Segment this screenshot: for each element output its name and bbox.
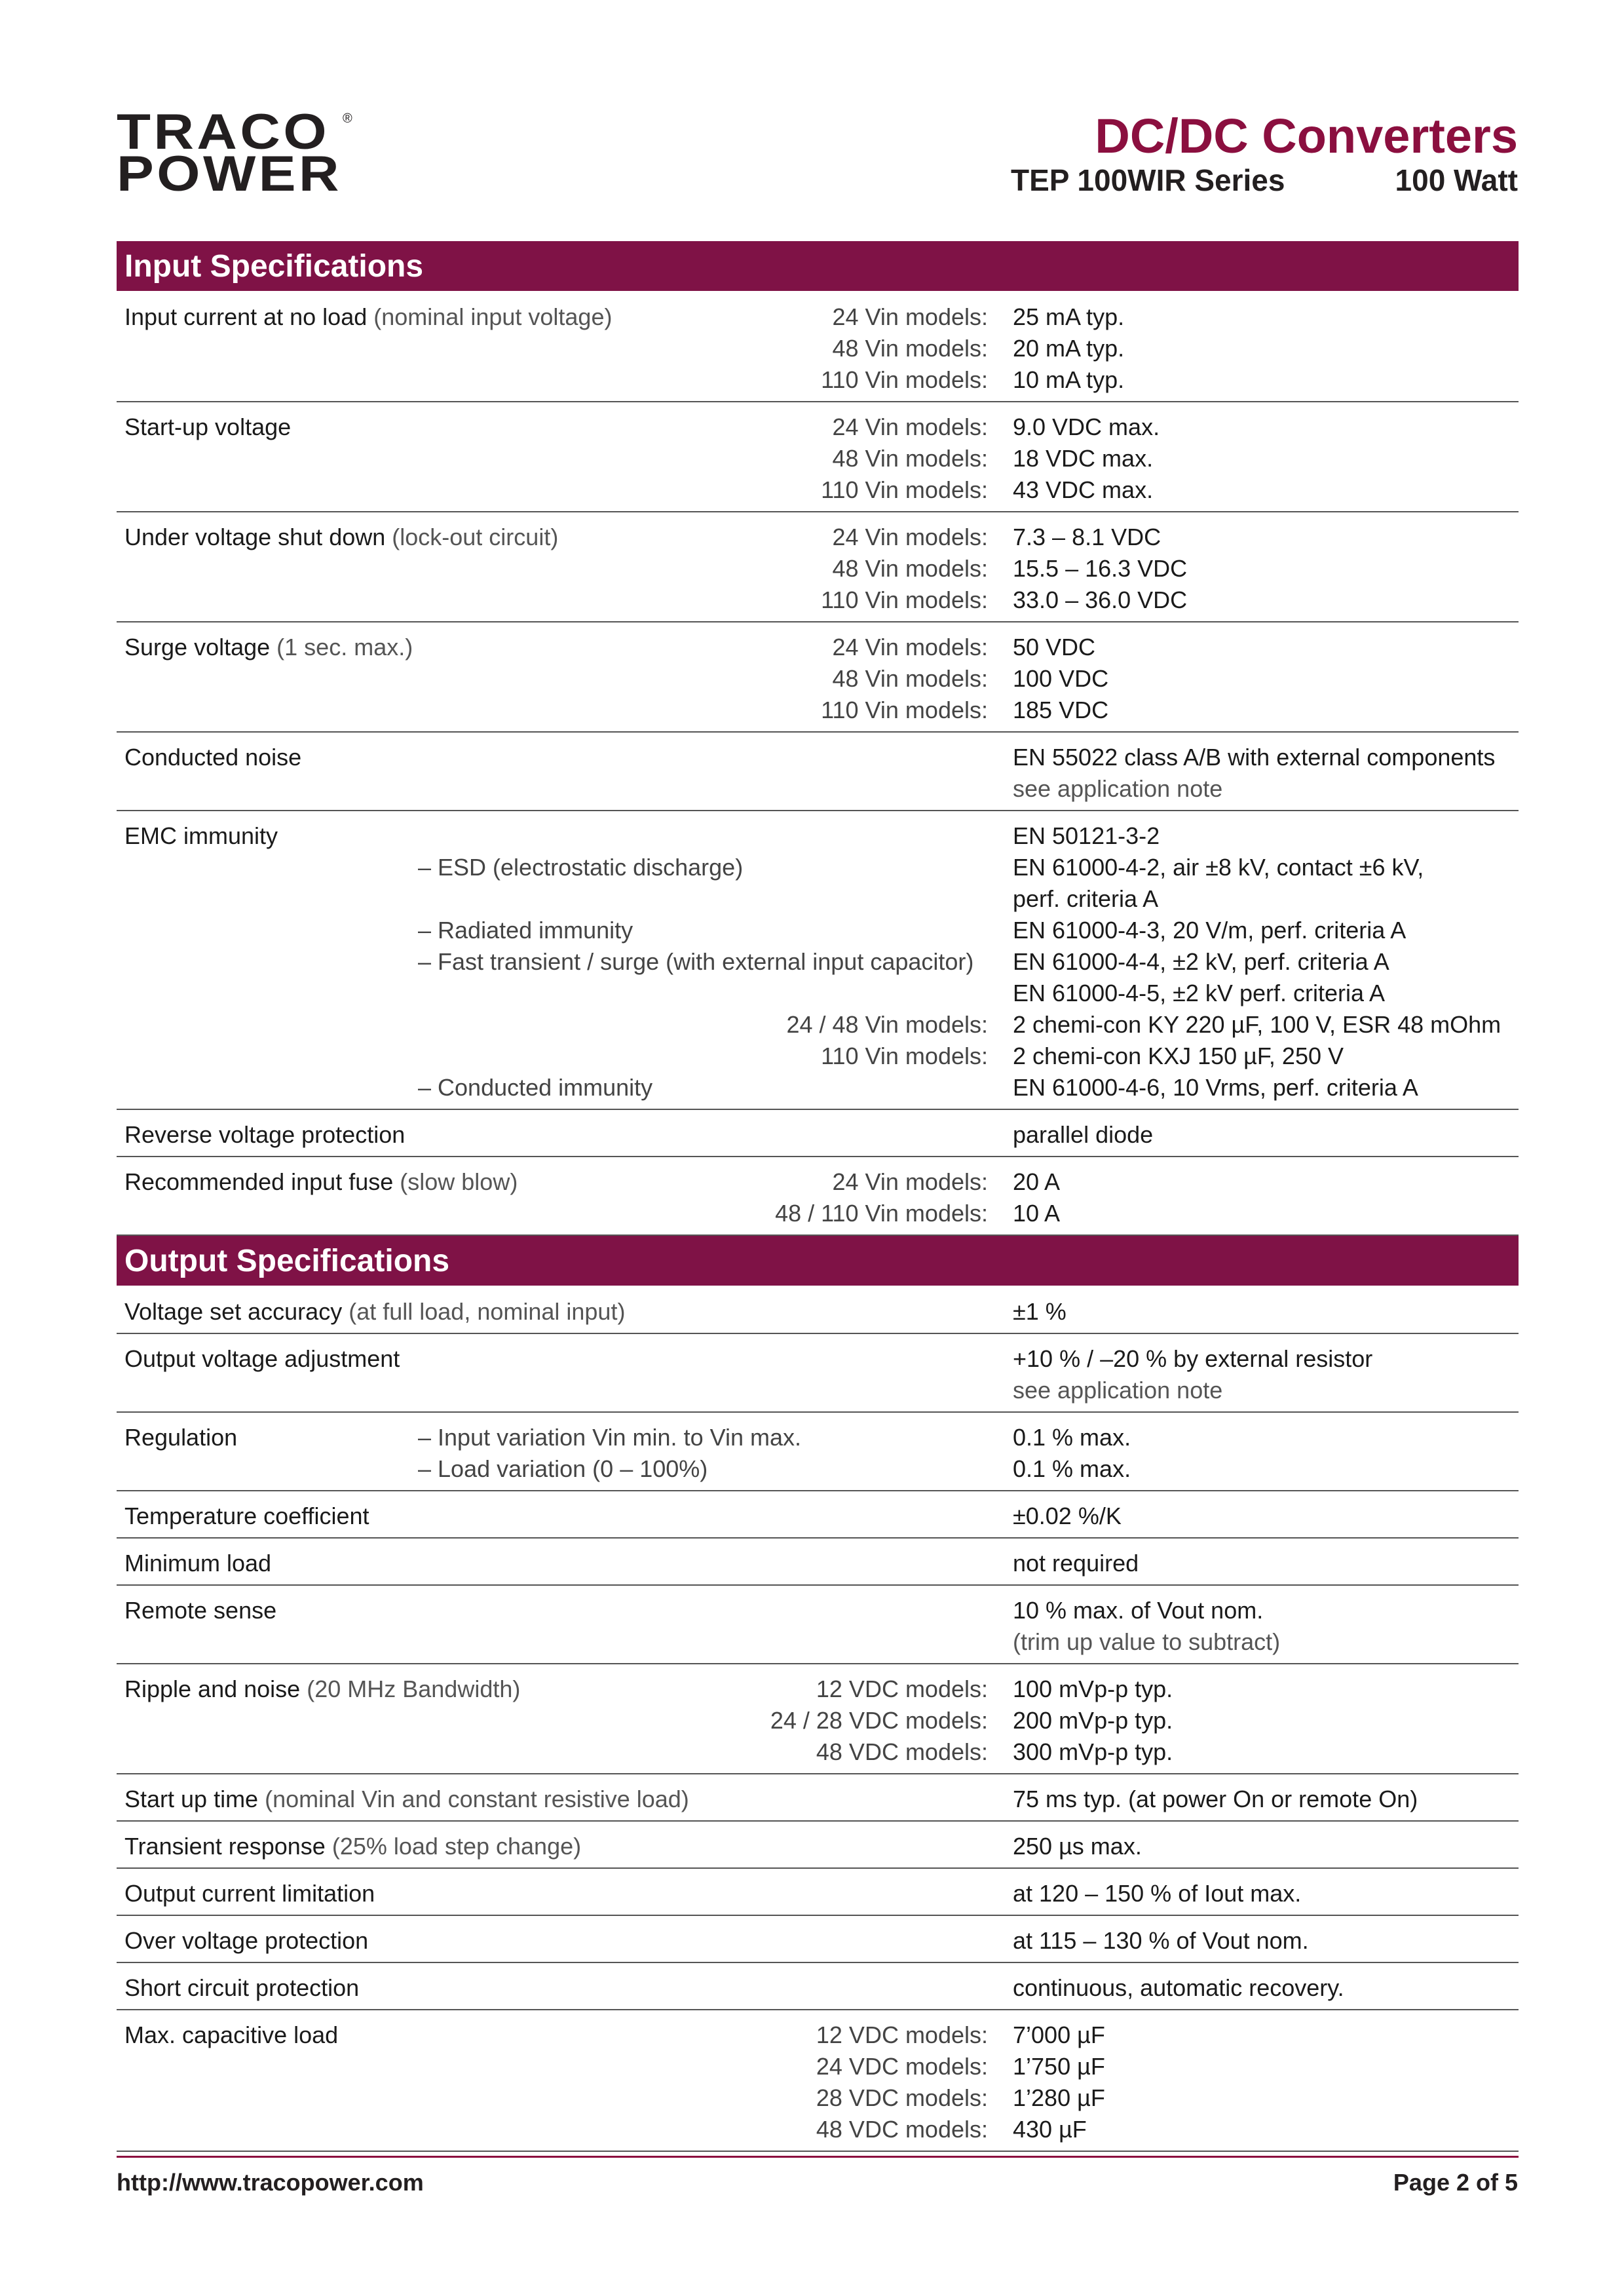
spec-label-text: Regulation [124, 1424, 238, 1451]
spec-model-label [117, 915, 988, 946]
spec-row [117, 1334, 1519, 1413]
spec-model-label: 24 / 48 Vin models: [786, 1011, 988, 1038]
spec-model-label: 24 Vin models: [832, 303, 988, 330]
spec-value: EN 61000-4-4, ±2 kV, perf. criteria A [1013, 948, 1389, 975]
spec-sub-item: – Load variation (0 – 100%) [418, 1455, 708, 1482]
spec-value: 2 chemi-con KY 220 µF, 100 V, ESR 48 mOhm [1013, 1011, 1501, 1038]
spec-row [117, 1539, 1519, 1586]
input-specifications-heading: Input Specifications [117, 241, 1519, 291]
spec-model-label: 24 / 28 VDC models: [770, 1707, 988, 1734]
spec-model-label [117, 1072, 988, 1103]
spec-value: 250 µs max. [1013, 1833, 1142, 1860]
spec-values [1013, 411, 1519, 506]
spec-row [117, 1491, 1519, 1539]
spec-value: 7.3 – 8.1 VDC [1013, 524, 1161, 550]
spec-value: 9.0 VDC max. [1013, 413, 1160, 440]
spec-value: 200 mVp-p typ. [1013, 1707, 1173, 1734]
spec-model-labels [117, 1166, 988, 1229]
spec-model-label: 24 VDC models: [816, 2053, 988, 2080]
spec-model-label: 110 Vin models: [821, 1043, 988, 1069]
spec-value: EN 61000-4-3, 20 V/m, perf. criteria A [1013, 917, 1407, 944]
spec-model-label: 110 Vin models: [821, 586, 988, 613]
output-specifications-heading: Output Specifications [117, 1236, 1519, 1286]
spec-label-note: (25% load step change) [331, 1833, 582, 1860]
spec-values [1013, 1296, 1519, 1328]
spec-value: 185 VDC [1013, 697, 1109, 723]
spec-value: 430 µF [1013, 2116, 1087, 2143]
spec-value: 20 mA typ. [1013, 335, 1125, 362]
spec-label-text: Ripple and noise [124, 1675, 301, 1702]
spec-row [117, 1916, 1519, 1963]
spec-value: 100 mVp-p typ. [1013, 1675, 1173, 1702]
spec-row [117, 1963, 1519, 2010]
spec-value: 25 mA typ. [1013, 303, 1125, 330]
spec-values [1013, 1343, 1519, 1406]
spec-label-text: Reverse voltage protection [124, 1121, 406, 1148]
spec-row [117, 1157, 1519, 1236]
spec-model-label: 24 Vin models: [832, 413, 988, 440]
spec-value: EN 61000-4-5, ±2 kV perf. criteria A [1013, 980, 1386, 1006]
spec-sub-item: – Radiated immunity [418, 917, 633, 944]
spec-value: EN 50121-3-2 [1013, 822, 1160, 849]
spec-value: 2 chemi-con KXJ 150 µF, 250 V [1013, 1043, 1344, 1069]
spec-values [1013, 1972, 1519, 2004]
spec-label-text: Remote sense [124, 1597, 277, 1624]
spec-label [124, 1501, 845, 1532]
spec-label-note: (at full load, nominal input) [349, 1298, 626, 1325]
logo-line-1: TRACO [117, 104, 330, 160]
spec-model-label: 48 Vin models: [832, 665, 988, 692]
spec-row [117, 1869, 1519, 1916]
spec-label-text: Recommended input fuse [124, 1168, 394, 1195]
spec-label [124, 1972, 845, 2004]
spec-label [124, 1296, 845, 1328]
spec-label-text: Over voltage protection [124, 1927, 369, 1954]
spec-model-labels [117, 632, 988, 726]
spec-label [124, 1831, 845, 1862]
spec-label [124, 1595, 845, 1626]
spec-model-label [117, 852, 988, 883]
spec-model-label: 48 Vin models: [832, 335, 988, 362]
spec-sub-item: – Input variation Vin min. to Vin max. [418, 1424, 801, 1451]
spec-row [117, 292, 1519, 402]
spec-value: 1’750 µF [1013, 2053, 1105, 2080]
spec-value: 0.1 % max. [1013, 1424, 1131, 1451]
spec-model-label: 110 Vin models: [821, 697, 988, 723]
series-name: TEP 100WIR Series [1011, 163, 1285, 197]
spec-row [117, 1822, 1519, 1869]
spec-label-text: EMC immunity [124, 822, 278, 849]
page-number: Page 2 of 5 [1393, 2169, 1518, 2196]
spec-label-text: Start up time [124, 1786, 259, 1812]
spec-row [117, 1664, 1519, 1774]
spec-model-label: 110 Vin models: [821, 366, 988, 393]
spec-value: 0.1 % max. [1013, 1455, 1131, 1482]
spec-label-text: Minimum load [124, 1550, 272, 1577]
spec-model-labels [117, 301, 988, 396]
spec-row [117, 512, 1519, 622]
spec-row [117, 1287, 1519, 1334]
spec-value: at 115 – 130 % of Vout nom. [1013, 1927, 1309, 1954]
spec-label-text: Under voltage shut down [124, 524, 386, 550]
spec-label-text: Input current at no load [124, 303, 368, 330]
spec-model-label: 48 Vin models: [832, 445, 988, 472]
spec-value: see application note [1013, 1377, 1223, 1404]
spec-label-text: Conducted noise [124, 744, 302, 771]
spec-values [1013, 1119, 1519, 1151]
spec-model-labels [117, 820, 988, 1103]
spec-model-label [117, 883, 988, 915]
spec-value: +10 % / –20 % by external resistor [1013, 1345, 1373, 1372]
spec-sub-item: – ESD (electrostatic discharge) [418, 854, 744, 881]
spec-row [117, 2010, 1519, 2152]
spec-label-text: Output current limitation [124, 1880, 375, 1907]
spec-values [1013, 632, 1519, 726]
registered-mark: ® [343, 111, 352, 126]
spec-row [117, 733, 1519, 811]
spec-row [117, 1413, 1519, 1491]
spec-model-label: 28 VDC models: [816, 2084, 988, 2111]
spec-model-labels [117, 411, 988, 506]
spec-value: 18 VDC max. [1013, 445, 1154, 472]
spec-values [1013, 1501, 1519, 1532]
spec-label-note: (nominal input voltage) [373, 303, 613, 330]
spec-label-note: (slow blow) [400, 1168, 518, 1195]
spec-model-label: 110 Vin models: [821, 476, 988, 503]
spec-values [1013, 522, 1519, 616]
spec-row [117, 1110, 1519, 1157]
spec-label-note: (20 MHz Bandwidth) [307, 1675, 521, 1702]
spec-label-text: Temperature coefficient [124, 1502, 369, 1529]
spec-value: 10 mA typ. [1013, 366, 1125, 393]
spec-value: 7’000 µF [1013, 2021, 1105, 2048]
spec-model-label: 12 VDC models: [816, 1675, 988, 1702]
spec-table [117, 241, 1519, 2152]
spec-model-label: 48 VDC models: [816, 1738, 988, 1765]
footer-divider [117, 2156, 1519, 2158]
spec-label-text: Short circuit protection [124, 1974, 360, 2001]
logo-line-2: POWER [117, 146, 342, 202]
output-rows [117, 1287, 1519, 2152]
spec-model-label: 24 Vin models: [832, 634, 988, 660]
spec-value: 10 A [1013, 1200, 1061, 1227]
spec-row [117, 1774, 1519, 1822]
spec-label-text: Transient response [124, 1833, 326, 1860]
spec-label [124, 1784, 845, 1815]
spec-label [124, 1878, 845, 1909]
spec-label [124, 1925, 845, 1957]
spec-label-text: Surge voltage [124, 634, 271, 660]
spec-values [1013, 2019, 1519, 2145]
spec-label-note: (1 sec. max.) [276, 634, 413, 660]
spec-values [1013, 1548, 1519, 1579]
spec-values [1013, 1831, 1519, 1862]
spec-value: 10 % max. of Vout nom. [1013, 1597, 1264, 1624]
spec-value: 75 ms typ. (at power On or remote On) [1013, 1786, 1418, 1812]
spec-value: at 120 – 150 % of Iout max. [1013, 1880, 1302, 1907]
spec-value: (trim up value to subtract) [1013, 1628, 1281, 1655]
spec-label [124, 1343, 845, 1375]
spec-value: continuous, automatic recovery. [1013, 1974, 1344, 2001]
spec-model-label: 24 Vin models: [832, 524, 988, 550]
spec-value: EN 61000-4-2, air ±8 kV, contact ±6 kV, [1013, 854, 1424, 881]
spec-model-label [117, 946, 988, 978]
spec-model-labels [117, 2019, 988, 2145]
spec-label-text: Voltage set accuracy [124, 1298, 343, 1325]
spec-value: EN 61000-4-6, 10 Vrms, perf. criteria A [1013, 1074, 1418, 1101]
spec-label [124, 1548, 845, 1579]
spec-value: 50 VDC [1013, 634, 1096, 660]
spec-values [1013, 1595, 1519, 1658]
footer-url-link[interactable]: http://www.tracopower.com [117, 2169, 424, 2196]
spec-model-label [117, 820, 988, 852]
spec-value: 20 A [1013, 1168, 1061, 1195]
spec-values [1013, 1166, 1519, 1229]
spec-row [117, 811, 1519, 1110]
spec-values [1013, 301, 1519, 396]
spec-label [124, 742, 845, 773]
spec-value: 1’280 µF [1013, 2084, 1105, 2111]
spec-values [1013, 742, 1519, 805]
spec-label [124, 1119, 845, 1151]
spec-values [1013, 1784, 1519, 1815]
spec-sub-item: – Fast transient / surge (with external input capacitor) [418, 948, 974, 975]
spec-value: 100 VDC [1013, 665, 1109, 692]
spec-model-labels [117, 522, 988, 616]
spec-value: EN 55022 class A/B with external components [1013, 744, 1496, 771]
spec-values [1013, 1674, 1519, 1768]
spec-model-label: 48 Vin models: [832, 555, 988, 582]
spec-values [1013, 1878, 1519, 1909]
spec-row [117, 622, 1519, 733]
spec-values [1013, 1925, 1519, 1957]
spec-model-label: 12 VDC models: [816, 2021, 988, 2048]
spec-label-text: Max. capacitive load [124, 2021, 339, 2048]
spec-value: 300 mVp-p typ. [1013, 1738, 1173, 1765]
spec-value: 33.0 – 36.0 VDC [1013, 586, 1188, 613]
spec-value: 43 VDC max. [1013, 476, 1154, 503]
spec-label-text: Start-up voltage [124, 413, 292, 440]
spec-model-labels [117, 1674, 988, 1768]
power-rating: 100 Watt [1395, 163, 1518, 197]
input-rows [117, 292, 1519, 1236]
spec-sub-item: – Conducted immunity [418, 1074, 653, 1101]
traco-power-logo [117, 104, 366, 202]
spec-value: 15.5 – 16.3 VDC [1013, 555, 1188, 582]
spec-row [117, 402, 1519, 512]
spec-value: see application note [1013, 775, 1223, 802]
spec-model-label: 24 Vin models: [832, 1168, 988, 1195]
spec-value: perf. criteria A [1013, 885, 1159, 912]
spec-value: ±0.02 %/K [1013, 1502, 1122, 1529]
spec-label-note: (lock-out circuit) [392, 524, 559, 550]
spec-value: parallel diode [1013, 1121, 1154, 1148]
spec-model-label: 48 VDC models: [816, 2116, 988, 2143]
spec-model-label: 48 / 110 Vin models: [775, 1200, 988, 1227]
spec-row [117, 1586, 1519, 1664]
document-title: DC/DC Converters [1095, 109, 1518, 163]
spec-model-label [117, 978, 988, 1009]
spec-value: not required [1013, 1550, 1139, 1577]
spec-value: ±1 % [1013, 1298, 1067, 1325]
spec-label-note: (nominal Vin and constant resistive load) [265, 1786, 689, 1812]
spec-label-text: Output voltage adjustment [124, 1345, 400, 1372]
spec-sub-items [418, 1422, 1106, 1485]
